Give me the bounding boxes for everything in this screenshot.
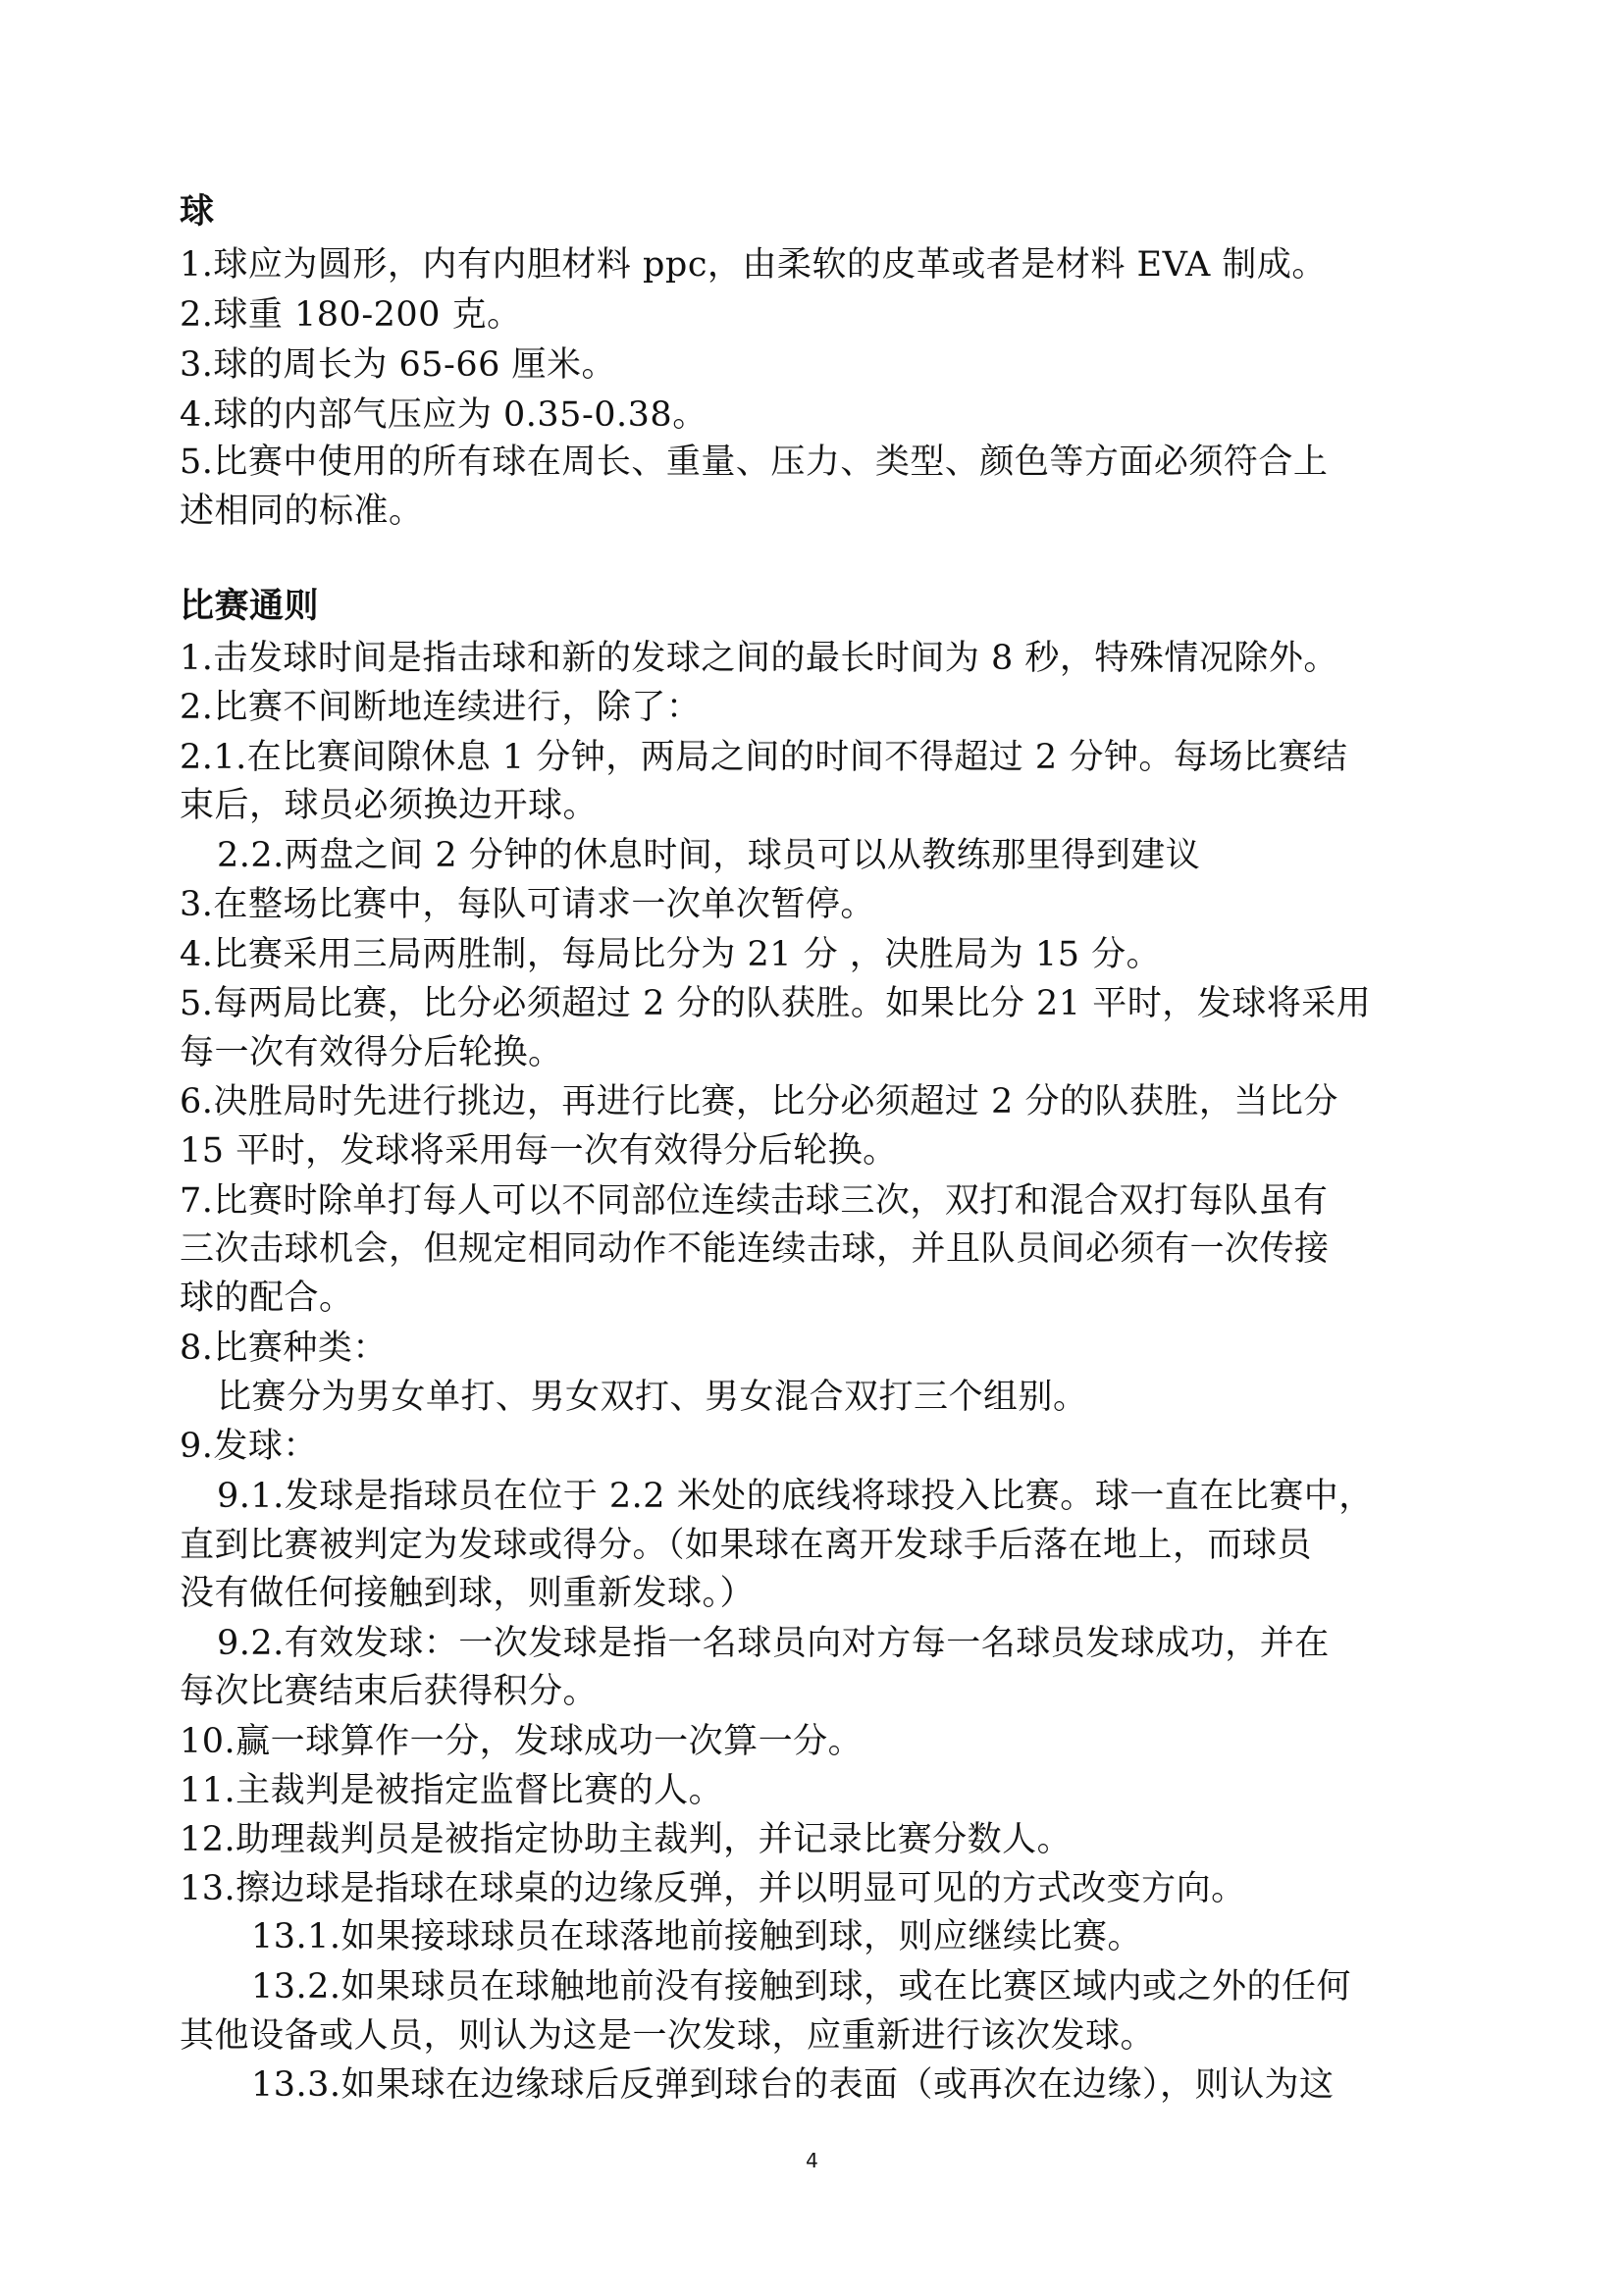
- text-line: 6.决胜局时先进行挑边，再进行比赛，比分必须超过 2 分的队获胜，当比分: [180, 1082, 1338, 1121]
- text-line: 2.球重 180-200 克。: [180, 295, 522, 335]
- text-line: 其他设备或人员，则认为这是一次发球，应重新进行该次发球。: [180, 2016, 1156, 2056]
- text-line: 10.赢一球算作一分，发球成功一次算一分。: [180, 1722, 864, 1761]
- text-line: 9.1.发球是指球员在位于 2.2 米处的底线将球投入比赛。球一直在比赛中，: [217, 1477, 1374, 1516]
- text-line: 8.比赛种类：: [180, 1329, 388, 1368]
- text-line: 5.每两局比赛，比分必须超过 2 分的队获胜。如果比分 21 平时，发球将采用: [180, 984, 1372, 1023]
- text-line: 三次击球机会，但规定相同动作不能连续击球，并且队员间必须有一次传接: [180, 1229, 1330, 1269]
- text-line: 1.击发球时间是指击球和新的发球之间的最长时间为 8 秒，特殊情况除外。: [180, 639, 1338, 678]
- text-line: 13.擦边球是指球在球桌的边缘反弹，并以明显可见的方式改变方向。: [180, 1869, 1246, 1908]
- text-line: 13.3.如果球在边缘球后反弹到球台的表面（或再次在边缘），则认为这: [251, 2065, 1335, 2105]
- text-line: 4.球的内部气压应为 0.35-0.38。: [180, 395, 707, 435]
- text-line: 述相同的标准。: [180, 492, 424, 531]
- text-line: 3.在整场比赛中，每队可请求一次单次暂停。: [180, 885, 875, 924]
- text-line: 2.比赛不间断地连续进行，除了：: [180, 688, 702, 727]
- text-line: 9.发球：: [180, 1427, 318, 1466]
- text-line: 7.比赛时除单打每人可以不同部位连续击球三次，双打和混合双打每队虽有: [180, 1181, 1329, 1221]
- text-line: 9.2.有效发球：一次发球是指一名球员向对方每一名球员发球成功，并在: [217, 1624, 1330, 1663]
- text-line: 4.比赛采用三局两胜制，每局比分为 21 分 ，决胜局为 15 分。: [180, 935, 1162, 974]
- page-number: 4: [806, 2149, 818, 2172]
- text-line: 2.2.两盘之间 2 分钟的休息时间，球员可以从教练那里得到建议: [217, 836, 1201, 875]
- text-line: 13.1.如果接球球员在球落地前接触到球，则应继续比赛。: [251, 1917, 1143, 1956]
- text-line: 2.1.在比赛间隙休息 1 分钟，两局之间的时间不得超过 2 分钟。每场比赛结: [180, 738, 1348, 777]
- text-line: 5.比赛中使用的所有球在周长、重量、压力、类型、颜色等方面必须符合上: [180, 443, 1329, 482]
- text-line: 13.2.如果球员在球触地前没有接触到球，或在比赛区域内或之外的任何: [251, 1967, 1352, 2007]
- section-heading-ball: 球: [180, 192, 215, 232]
- text-line: 球的配合。: [180, 1278, 354, 1318]
- text-line: 每次比赛结束后获得积分。: [180, 1672, 599, 1711]
- text-line: 每一次有效得分后轮换。: [180, 1033, 563, 1072]
- text-line: 15 平时，发球将采用每一次有效得分后轮换。: [180, 1131, 898, 1171]
- text-line: 12.助理裁判员是被指定协助主裁判，并记录比赛分数人。: [180, 1820, 1073, 1859]
- text-line: 11.主裁判是被指定监督比赛的人。: [180, 1771, 724, 1810]
- text-line: 1.球应为圆形，内有内胆材料 ppc，由柔软的皮革或者是材料 EVA 制成。: [180, 245, 1327, 285]
- section-heading-general-rules: 比赛通则: [180, 587, 320, 626]
- text-line: 3.球的周长为 65-66 厘米。: [180, 345, 617, 385]
- text-line: 直到比赛被判定为发球或得分。（如果球在离开发球手后落在地上，而球员: [180, 1526, 1313, 1565]
- text-line: 比赛分为男女单打、男女双打、男女混合双打三个组别。: [217, 1378, 1088, 1417]
- text-line: 束后，球员必须换边开球。: [180, 786, 599, 825]
- text-line: 没有做任何接触到球，则重新发球。）: [180, 1574, 756, 1613]
